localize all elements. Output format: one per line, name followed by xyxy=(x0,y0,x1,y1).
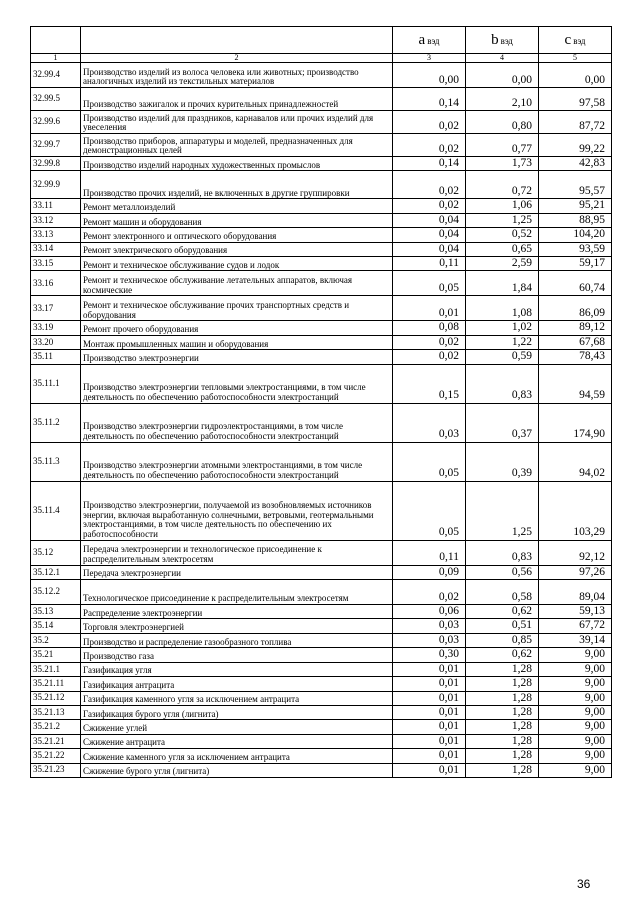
row-name: Производство прочих изделий, не включенных в другие группировки xyxy=(81,171,393,199)
row-a-value: 0,02 xyxy=(393,580,466,605)
row-name: Производство изделий из волоса человека или животных; производство аналогичных изделий из текстильных материалов xyxy=(81,63,393,88)
table-row xyxy=(31,619,612,633)
table-row xyxy=(31,111,612,134)
row-name: Газификация каменного угля за исключением антрацита xyxy=(81,691,393,705)
row-code: 32.99.5 xyxy=(31,88,81,111)
table-row xyxy=(31,662,612,676)
row-code: 33.15 xyxy=(31,257,81,271)
row-code: 33.11 xyxy=(31,199,81,213)
row-c-value: 0,00 xyxy=(539,63,612,88)
row-code: 35.21.21 xyxy=(31,734,81,748)
row-name: Производство изделий для праздников, карнавалов или прочих изделий для увеселения xyxy=(81,111,393,134)
row-b-value: 0,59 xyxy=(466,350,539,364)
row-c-value: 78,43 xyxy=(539,350,612,364)
table-row xyxy=(31,720,612,734)
row-name: Производство и распределение газообразного топлива xyxy=(81,633,393,647)
row-name: Ремонт прочего оборудования xyxy=(81,321,393,335)
row-b-value: 1,28 xyxy=(466,691,539,705)
row-code: 35.21.23 xyxy=(31,763,81,777)
table-row xyxy=(31,296,612,321)
table-row xyxy=(31,540,612,565)
row-a-value: 0,04 xyxy=(393,213,466,227)
row-a-value: 0,02 xyxy=(393,350,466,364)
row-b-value: 0,72 xyxy=(466,171,539,199)
row-c-value: 103,29 xyxy=(539,481,612,540)
row-c-value: 174,90 xyxy=(539,403,612,442)
row-a-value: 0,01 xyxy=(393,749,466,763)
table-row xyxy=(31,580,612,605)
header-row xyxy=(31,27,612,54)
header-b-letter: b xyxy=(491,31,499,48)
row-code: 33.17 xyxy=(31,296,81,321)
row-b-value: 1,28 xyxy=(466,662,539,676)
row-b-value: 0,83 xyxy=(466,540,539,565)
row-c-value: 9,00 xyxy=(539,648,612,662)
row-a-value: 0,09 xyxy=(393,565,466,579)
row-a-value: 0,01 xyxy=(393,677,466,691)
row-code: 35.2 xyxy=(31,633,81,647)
header-a-sub: вэд xyxy=(427,35,440,46)
row-b-value: 0,58 xyxy=(466,580,539,605)
row-code: 35.11.4 xyxy=(31,481,81,540)
row-c-value: 87,72 xyxy=(539,111,612,134)
table-row xyxy=(31,734,612,748)
table-body xyxy=(31,63,612,778)
row-b-value: 1,28 xyxy=(466,705,539,719)
row-c-value: 9,00 xyxy=(539,734,612,748)
table-row xyxy=(31,335,612,349)
row-a-value: 0,02 xyxy=(393,134,466,157)
row-b-value: 1,84 xyxy=(466,271,539,296)
table-row xyxy=(31,677,612,691)
row-name: Передача электроэнергии и технологическое присоединение к распределительным электросетям xyxy=(81,540,393,565)
row-code: 33.16 xyxy=(31,271,81,296)
row-name: Монтаж промышленных машин и оборудования xyxy=(81,335,393,349)
row-c-value: 95,57 xyxy=(539,171,612,199)
table-row xyxy=(31,271,612,296)
row-code: 35.21.2 xyxy=(31,720,81,734)
row-name: Ремонт и техническое обслуживание судов и лодок xyxy=(81,257,393,271)
row-name: Сжижение каменного угля за исключением антрацита xyxy=(81,749,393,763)
row-code: 35.21.11 xyxy=(31,677,81,691)
row-b-value: 0,00 xyxy=(466,63,539,88)
row-name: Производство электроэнергии гидроэлектростанциями, в том числе деятельность по обеспечению работоспособности электростанций xyxy=(81,403,393,442)
row-b-value: 1,28 xyxy=(466,749,539,763)
row-code: 35.14 xyxy=(31,619,81,633)
row-b-value: 1,28 xyxy=(466,734,539,748)
row-b-value: 2,59 xyxy=(466,257,539,271)
table-row xyxy=(31,648,612,662)
row-b-value: 0,52 xyxy=(466,228,539,242)
row-code: 32.99.8 xyxy=(31,157,81,171)
row-code: 35.13 xyxy=(31,605,81,619)
row-c-value: 42,83 xyxy=(539,157,612,171)
row-code: 33.14 xyxy=(31,242,81,256)
row-c-value: 97,26 xyxy=(539,565,612,579)
row-code: 35.12 xyxy=(31,540,81,565)
row-name: Газификация антрацита xyxy=(81,677,393,691)
table-row xyxy=(31,257,612,271)
row-name: Производство электроэнергии, получаемой из возобновляемых источников энергии, включая выработанную солнечными, ветровыми, геотермальными электростанциями, в том числе деятельность по обеспечению их работоспособности xyxy=(81,481,393,540)
row-b-value: 0,83 xyxy=(466,364,539,403)
row-b-value: 0,62 xyxy=(466,648,539,662)
row-code: 35.11.1 xyxy=(31,364,81,403)
row-name: Ремонт и техническое обслуживание летательных аппаратов, включая космические xyxy=(81,271,393,296)
row-a-value: 0,00 xyxy=(393,63,466,88)
header-a xyxy=(393,27,466,54)
table-row xyxy=(31,213,612,227)
row-name: Производство электроэнергии атомными электростанциями, в том числе деятельность по обеспечению работоспособности электростанций xyxy=(81,442,393,481)
table-row xyxy=(31,171,612,199)
header-name xyxy=(81,27,393,54)
table-row xyxy=(31,199,612,213)
row-c-value: 95,21 xyxy=(539,199,612,213)
row-name: Передача электроэнергии xyxy=(81,565,393,579)
row-b-value: 0,39 xyxy=(466,442,539,481)
row-name: Ремонт металлоизделий xyxy=(81,199,393,213)
table-row xyxy=(31,157,612,171)
row-a-value: 0,02 xyxy=(393,111,466,134)
row-c-value: 9,00 xyxy=(539,662,612,676)
column-index: 5 xyxy=(539,54,612,63)
row-a-value: 0,03 xyxy=(393,619,466,633)
row-b-value: 1,06 xyxy=(466,199,539,213)
row-a-value: 0,01 xyxy=(393,734,466,748)
table-row xyxy=(31,364,612,403)
table-row xyxy=(31,88,612,111)
row-c-value: 60,74 xyxy=(539,271,612,296)
row-name: Ремонт электронного и оптического оборудования xyxy=(81,228,393,242)
table-row xyxy=(31,134,612,157)
row-a-value: 0,05 xyxy=(393,481,466,540)
table-row xyxy=(31,228,612,242)
row-b-value: 1,22 xyxy=(466,335,539,349)
row-c-value: 59,17 xyxy=(539,257,612,271)
row-a-value: 0,03 xyxy=(393,403,466,442)
row-b-value: 0,65 xyxy=(466,242,539,256)
row-a-value: 0,01 xyxy=(393,705,466,719)
row-code: 35.21.12 xyxy=(31,691,81,705)
row-name: Торговля электроэнергией xyxy=(81,619,393,633)
row-c-value: 88,95 xyxy=(539,213,612,227)
row-a-value: 0,01 xyxy=(393,662,466,676)
row-code: 35.11 xyxy=(31,350,81,364)
column-index-row xyxy=(31,54,612,63)
row-b-value: 1,28 xyxy=(466,677,539,691)
table-row xyxy=(31,705,612,719)
row-a-value: 0,02 xyxy=(393,335,466,349)
table-row xyxy=(31,442,612,481)
row-b-value: 1,28 xyxy=(466,763,539,777)
row-c-value: 89,04 xyxy=(539,580,612,605)
row-b-value: 0,62 xyxy=(466,605,539,619)
row-code: 35.21.1 xyxy=(31,662,81,676)
header-code xyxy=(31,27,81,54)
coefficients-table xyxy=(30,26,612,778)
table-row xyxy=(31,403,612,442)
row-code: 32.99.9 xyxy=(31,171,81,199)
header-c-sub: вэд xyxy=(573,35,586,46)
column-index: 4 xyxy=(466,54,539,63)
row-b-value: 1,28 xyxy=(466,720,539,734)
row-b-value: 0,51 xyxy=(466,619,539,633)
row-a-value: 0,04 xyxy=(393,228,466,242)
row-code: 33.13 xyxy=(31,228,81,242)
row-name: Сжижение антрацита xyxy=(81,734,393,748)
row-a-value: 0,14 xyxy=(393,88,466,111)
column-index: 2 xyxy=(81,54,393,63)
table-row xyxy=(31,633,612,647)
row-a-value: 0,03 xyxy=(393,633,466,647)
column-index: 1 xyxy=(31,54,81,63)
row-name: Производство газа xyxy=(81,648,393,662)
row-name: Производство электроэнергии тепловыми электростанциями, в том числе деятельность по обеспечению работоспособности электростанций xyxy=(81,364,393,403)
row-c-value: 89,12 xyxy=(539,321,612,335)
row-b-value: 0,56 xyxy=(466,565,539,579)
table-row xyxy=(31,63,612,88)
row-a-value: 0,01 xyxy=(393,763,466,777)
row-c-value: 67,68 xyxy=(539,335,612,349)
row-a-value: 0,11 xyxy=(393,540,466,565)
row-a-value: 0,04 xyxy=(393,242,466,256)
row-c-value: 92,12 xyxy=(539,540,612,565)
row-code: 32.99.4 xyxy=(31,63,81,88)
row-a-value: 0,30 xyxy=(393,648,466,662)
row-name: Ремонт машин и оборудования xyxy=(81,213,393,227)
row-name: Газификация бурого угля (лигнита) xyxy=(81,705,393,719)
row-c-value: 9,00 xyxy=(539,720,612,734)
row-name: Производство изделий народных художественных промыслов xyxy=(81,157,393,171)
table-row xyxy=(31,321,612,335)
table-row xyxy=(31,242,612,256)
row-name: Ремонт электрического оборудования xyxy=(81,242,393,256)
row-c-value: 94,02 xyxy=(539,442,612,481)
row-code: 33.20 xyxy=(31,335,81,349)
row-code: 35.12.1 xyxy=(31,565,81,579)
header-b-sub: вэд xyxy=(500,35,513,46)
row-code: 32.99.7 xyxy=(31,134,81,157)
row-code: 35.11.2 xyxy=(31,403,81,442)
row-name: Распределение электроэнергии xyxy=(81,605,393,619)
row-c-value: 39,14 xyxy=(539,633,612,647)
row-name: Технологическое присоединение к распределительным электросетям xyxy=(81,580,393,605)
row-b-value: 1,02 xyxy=(466,321,539,335)
row-code: 35.21.13 xyxy=(31,705,81,719)
row-a-value: 0,01 xyxy=(393,296,466,321)
table-row xyxy=(31,749,612,763)
row-code: 32.99.6 xyxy=(31,111,81,134)
row-c-value: 104,20 xyxy=(539,228,612,242)
row-b-value: 1,08 xyxy=(466,296,539,321)
row-c-value: 9,00 xyxy=(539,763,612,777)
table-row xyxy=(31,565,612,579)
row-b-value: 0,80 xyxy=(466,111,539,134)
table-row xyxy=(31,481,612,540)
header-b xyxy=(466,27,539,54)
row-a-value: 0,08 xyxy=(393,321,466,335)
row-b-value: 1,25 xyxy=(466,481,539,540)
row-c-value: 9,00 xyxy=(539,705,612,719)
row-code: 35.21.22 xyxy=(31,749,81,763)
table-row xyxy=(31,691,612,705)
row-code: 35.12.2 xyxy=(31,580,81,605)
row-name: Сжижение бурого угля (лигнита) xyxy=(81,763,393,777)
row-a-value: 0,02 xyxy=(393,171,466,199)
row-c-value: 67,72 xyxy=(539,619,612,633)
row-c-value: 9,00 xyxy=(539,691,612,705)
row-a-value: 0,01 xyxy=(393,720,466,734)
row-b-value: 0,37 xyxy=(466,403,539,442)
row-a-value: 0,06 xyxy=(393,605,466,619)
row-code: 33.12 xyxy=(31,213,81,227)
row-a-value: 0,05 xyxy=(393,442,466,481)
row-code: 35.11.3 xyxy=(31,442,81,481)
row-c-value: 86,09 xyxy=(539,296,612,321)
row-name: Производство приборов, аппаратуры и моделей, предназначенных для демонстрационных целей xyxy=(81,134,393,157)
row-name: Производство зажигалок и прочих курительных принадлежностей xyxy=(81,88,393,111)
row-b-value: 1,73 xyxy=(466,157,539,171)
row-c-value: 94,59 xyxy=(539,364,612,403)
row-code: 35.21 xyxy=(31,648,81,662)
row-c-value: 9,00 xyxy=(539,677,612,691)
table-row xyxy=(31,605,612,619)
row-code: 33.19 xyxy=(31,321,81,335)
header-c-letter: c xyxy=(564,31,572,48)
row-a-value: 0,05 xyxy=(393,271,466,296)
row-b-value: 0,85 xyxy=(466,633,539,647)
row-b-value: 1,25 xyxy=(466,213,539,227)
header-c xyxy=(539,27,612,54)
header-a-letter: a xyxy=(418,31,426,48)
row-name: Ремонт и техническое обслуживание прочих транспортных средств и оборудования xyxy=(81,296,393,321)
row-c-value: 59,13 xyxy=(539,605,612,619)
row-a-value: 0,15 xyxy=(393,364,466,403)
row-name: Производство электроэнергии xyxy=(81,350,393,364)
row-a-value: 0,11 xyxy=(393,257,466,271)
row-b-value: 0,77 xyxy=(466,134,539,157)
row-c-value: 97,58 xyxy=(539,88,612,111)
row-c-value: 99,22 xyxy=(539,134,612,157)
table-row xyxy=(31,350,612,364)
row-c-value: 93,59 xyxy=(539,242,612,256)
row-a-value: 0,14 xyxy=(393,157,466,171)
row-b-value: 2,10 xyxy=(466,88,539,111)
row-c-value: 9,00 xyxy=(539,749,612,763)
row-name: Газификация угля xyxy=(81,662,393,676)
table-row xyxy=(31,763,612,777)
row-a-value: 0,01 xyxy=(393,691,466,705)
column-index: 3 xyxy=(393,54,466,63)
row-name: Сжижение углей xyxy=(81,720,393,734)
page-number: 36 xyxy=(577,877,591,891)
row-a-value: 0,02 xyxy=(393,199,466,213)
